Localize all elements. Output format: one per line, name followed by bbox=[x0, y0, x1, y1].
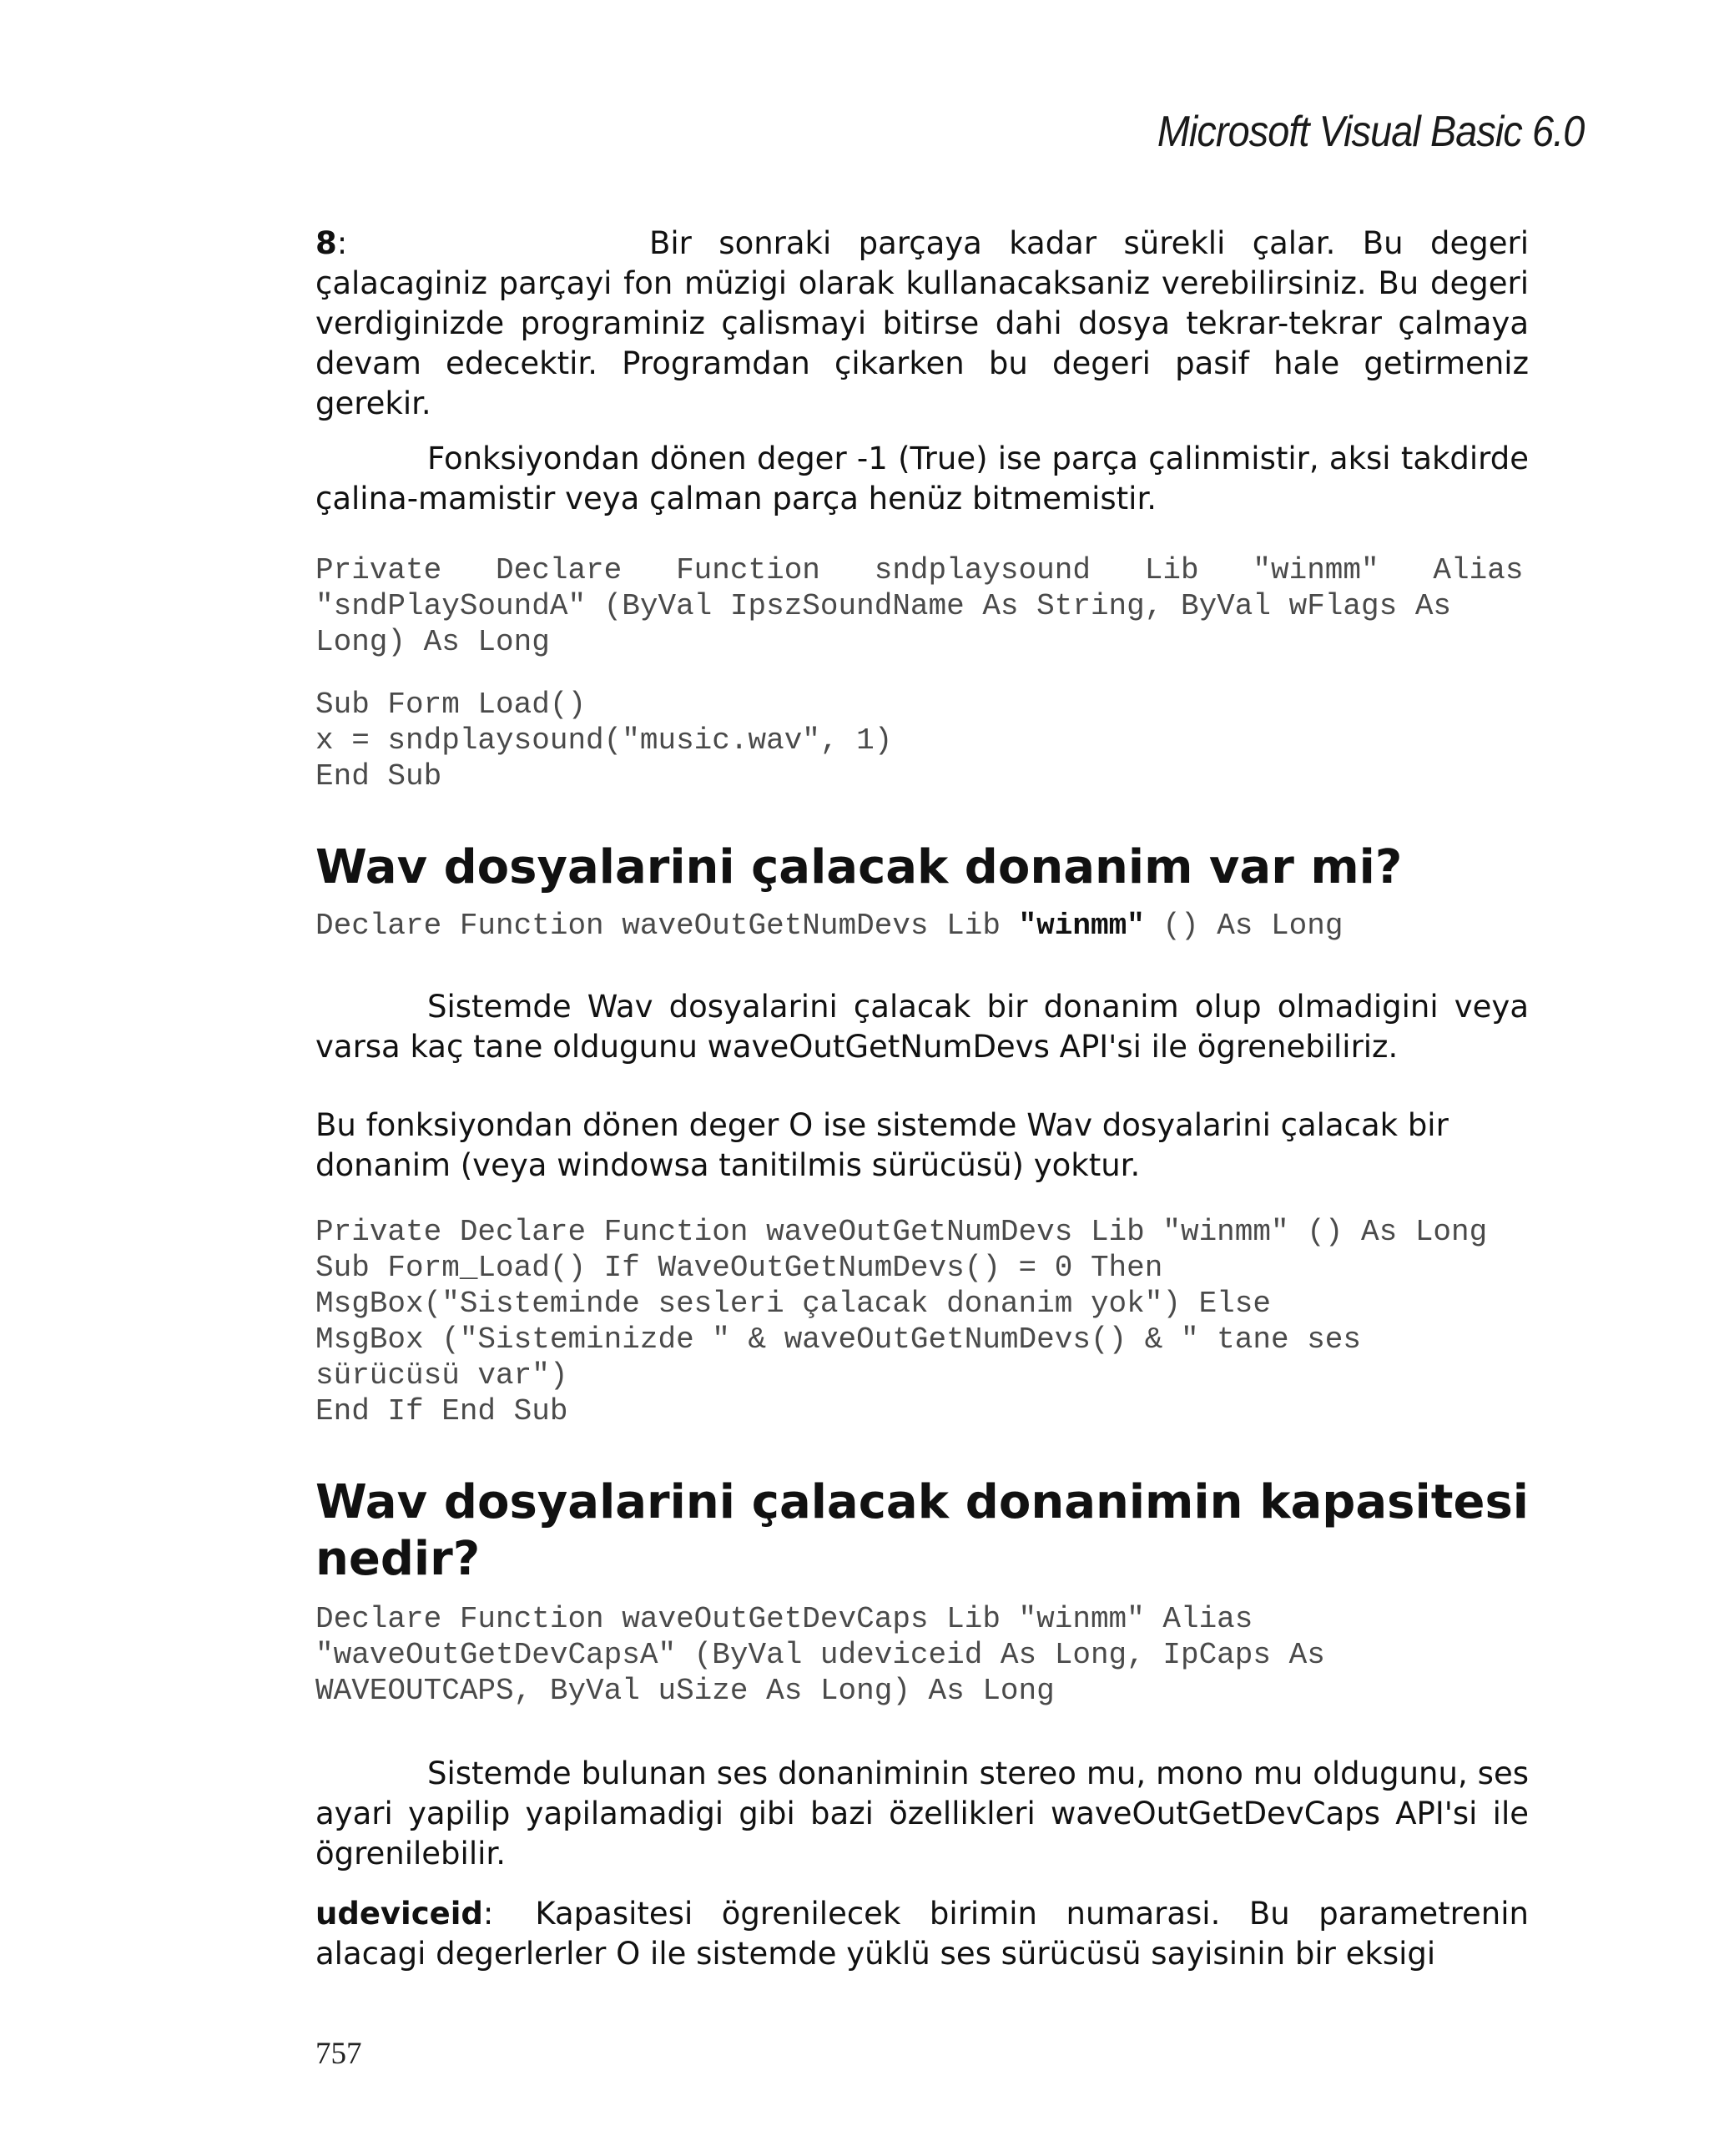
form-load-code: Sub Form Load() x = sndplaysound("music.wav", 1) End Sub bbox=[315, 688, 893, 793]
param-8-term: 8 bbox=[315, 225, 337, 261]
code3-before: Declare Function waveOutGetNumDevs Lib bbox=[315, 909, 1019, 943]
param-8-description: çalacaginiz parçayi fon müzigi olarak kullanacaksaniz verebilirsiniz. Bu degeri verdiginizde programiniz çalismayi bitirse dahi dosya tekrar-tekrar çalmaya devam edecektir. Programdan çikarken bu degeri pasif hale getirmeniz gerekir. bbox=[315, 265, 1529, 421]
udeviceid-term: udeviceid bbox=[315, 1896, 483, 1932]
hardware-check-paragraph: Sistemde Wav dosyalarini çalacak bir donanim olup olmadigini veya varsa kaç tane oldugunu waveOutGetNumDevs API'si ile ögrenebiliriz. bbox=[315, 989, 1529, 1065]
page-content bbox=[315, 224, 1529, 1974]
code3-bold: "winmm" bbox=[1018, 909, 1145, 943]
return-value-paragraph: Fonksiyondan dönen deger -1 (True) ise parça çalinmistir, aksi takdirde çalina-mamistir veya çalman parça henüz bitmemistir. bbox=[315, 441, 1529, 516]
waveoutgetdevcaps-declaration-code: Declare Function waveOutGetDevCaps Lib "winmm" Alias "waveOutGetDevCapsA" (ByVal udeviceid As Long, IpCaps As WAVEOUTCAPS, ByVal uSize As Long) As Long bbox=[315, 1602, 1325, 1708]
param-8-colon: : bbox=[336, 225, 348, 261]
numdevs-example-code: Private Declare Function waveOutGetNumDevs Lib "winmm" () As Long Sub Form_Load() If WaveOutGetNumDevs() = 0 Then MsgBox("Sisteminde sesleri çalacak donanim yok") Else MsgBox ("Sisteminizde " & waveOutGetNumDevs() & " tane ses sürücüsü var") End If End Sub bbox=[315, 1215, 1488, 1428]
udeviceid-colon: : bbox=[482, 1896, 494, 1932]
code3-after: () As Long bbox=[1144, 909, 1344, 943]
param-8-first-text: Bir sonraki parçaya kadar sürekli çalar. Bu degeri bbox=[649, 225, 1529, 261]
udeviceid-definition bbox=[315, 1894, 1529, 1974]
param-8-label bbox=[315, 224, 649, 264]
sndplaysound-declaration-code: Private Declare Function sndplaysound Lib "winmm" Alias "sndPlaySoundA" (ByVal IpszSoundName As String, ByVal wFlags As Long) As Long bbox=[315, 553, 1524, 659]
param-8-first-line bbox=[315, 224, 1529, 264]
section-heading-capacity: Wav dosyalarini çalacak donanimin kapasitesi nedir? bbox=[315, 1475, 1529, 1586]
param-8-definition bbox=[315, 224, 1529, 424]
return-zero-paragraph: Bu fonksiyondan dönen deger O ise sistemde Wav dosyalarini çalacak bir donanim (veya windowsa tanitilmis sürücüsü) yoktur. bbox=[315, 1107, 1449, 1183]
section-heading-hardware: Wav dosyalarini çalacak donanim var mi? bbox=[315, 840, 1403, 894]
running-header: Microsoft Visual Basic 6.0 bbox=[1157, 108, 1584, 156]
udeviceid-text: Kapasitesi ögrenilecek birimin numarasi. Bu parametrenin alacagi degerlerler O ile sistemde yüklü ses sürücüsü sayisinin bir eksigi bbox=[315, 1896, 1529, 1972]
devcaps-paragraph: Sistemde bulunan ses donaniminin stereo mu, mono mu oldugunu, ses ayari yapilip yapilamadigi gibi bazi özellikleri waveOutGetDevCaps API'si ile ögrenilebilir. bbox=[315, 1756, 1529, 1871]
page-number: 757 bbox=[315, 2037, 362, 2071]
waveoutgetnumdevs-declaration-code bbox=[315, 908, 1529, 944]
